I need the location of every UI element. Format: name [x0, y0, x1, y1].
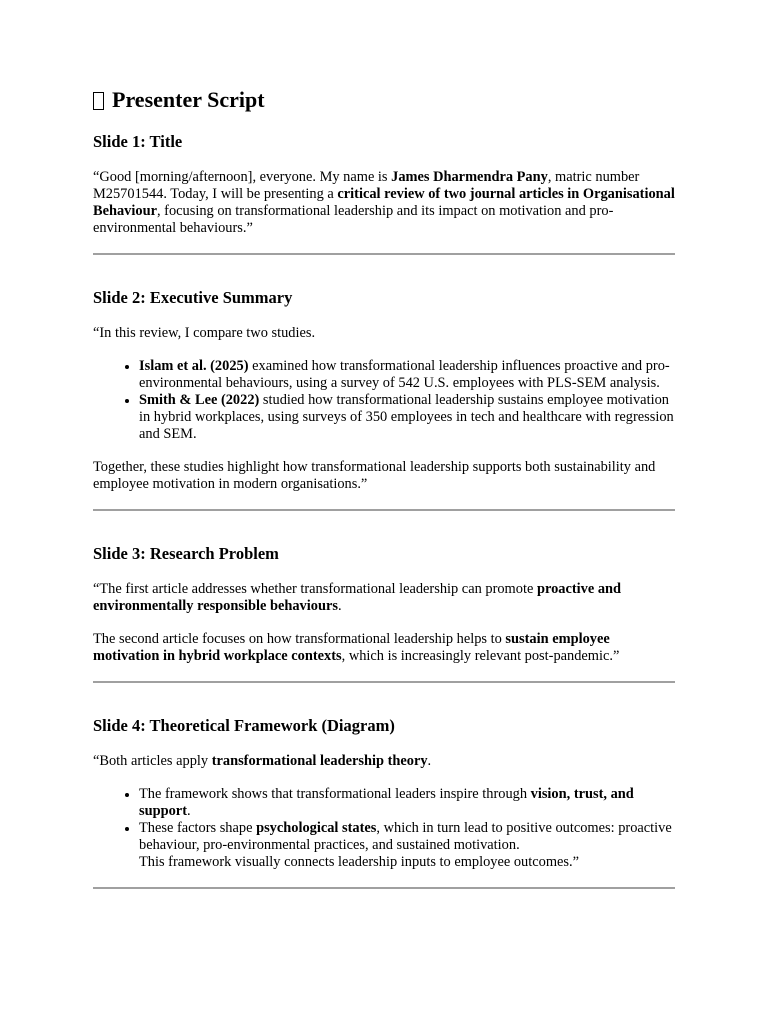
- slide3-paragraph-2: [93, 631, 675, 665]
- study-citation: Smith & Lee (2022): [139, 392, 260, 408]
- slide1-text-c: , matric number M25701544. Today, I will be presenting a: [93, 169, 640, 202]
- divider: [93, 509, 675, 511]
- slide4-text: , which in turn lead to positive outcomes: proactive behaviour, pro-environmental practices, and sustained motivation.: [139, 820, 672, 853]
- slide3-heading: Slide 3: Research Problem: [93, 544, 279, 563]
- page-title: [93, 86, 675, 114]
- list-item: [139, 820, 675, 871]
- slide1-text-a: “Good [morning/afternoon], everyone. My name is: [93, 169, 392, 185]
- slide3-text: , which is increasingly relevant post-pandemic.”: [341, 648, 620, 664]
- slide4-heading: Slide 4: Theoretical Framework (Diagram): [93, 716, 395, 735]
- presenter-name: James Dharmendra Pany: [391, 169, 548, 185]
- slide4-text: The framework shows that transformational leaders inspire through: [139, 786, 531, 802]
- study-description: examined how transformational leadership influences proactive and pro-environmental behaviours, using a survey of 542 U.S. employees with PLS-SEM analysis.: [139, 358, 670, 391]
- study-citation: Islam et al. (2025): [139, 358, 249, 374]
- slide4-text: These factors shape: [139, 820, 257, 836]
- list-item: [139, 786, 675, 820]
- slide4-text: .: [187, 803, 191, 819]
- slide3-paragraph-1: [93, 581, 675, 615]
- divider: [93, 253, 675, 255]
- divider: [93, 681, 675, 683]
- slide1-text-e: , focusing on transformational leadership and its impact on motivation and pro-environmental behaviours.”: [93, 203, 614, 236]
- slide4-emphasis: vision, trust, and support: [139, 786, 634, 819]
- page-title-text: Presenter Script: [112, 87, 265, 112]
- slide2-heading: Slide 2: Executive Summary: [93, 288, 293, 307]
- slide3-emphasis: proactive and environmentally responsible behaviours: [93, 581, 622, 614]
- slide2-list: [93, 358, 675, 443]
- slide4-emphasis: transformational leadership theory: [211, 753, 428, 769]
- list-item: [139, 392, 675, 443]
- slide3-emphasis: sustain employee motivation in hybrid workplace contexts: [93, 631, 610, 664]
- list-item: [139, 358, 675, 392]
- divider: [93, 887, 675, 889]
- slide2-intro: “In this review, I compare two studies.: [93, 325, 316, 341]
- slide4-text: “Both articles apply: [93, 753, 212, 769]
- slide1-heading: Slide 1: Title: [93, 132, 183, 151]
- slide4-emphasis: psychological states: [256, 820, 377, 836]
- slide3-text: .: [337, 598, 342, 614]
- slide3-text: The second article focuses on how transformational leadership helps to: [93, 631, 506, 647]
- slide3-text: “The first article addresses whether transformational leadership can promote: [93, 581, 537, 597]
- study-description: studied how transformational leadership sustains employee motivation in hybrid workplaces, using surveys of 350 employees in tech and healthcare with regression and SEM.: [139, 392, 674, 442]
- slide4-text: This framework visually connects leadership inputs to employee outcomes.”: [139, 854, 579, 870]
- slide1-paragraph: [93, 169, 675, 237]
- slide2-outro: Together, these studies highlight how transformational leadership supports both sustainability and employee motivation in modern organisations.”: [93, 459, 656, 492]
- slide1-emphasis: critical review of two journal articles in Organisational Behaviour: [93, 186, 675, 219]
- slide4-list: [93, 786, 675, 871]
- missing-glyph-icon: [93, 92, 104, 110]
- slide4-text: .: [427, 753, 432, 769]
- slide4-intro: [93, 753, 675, 770]
